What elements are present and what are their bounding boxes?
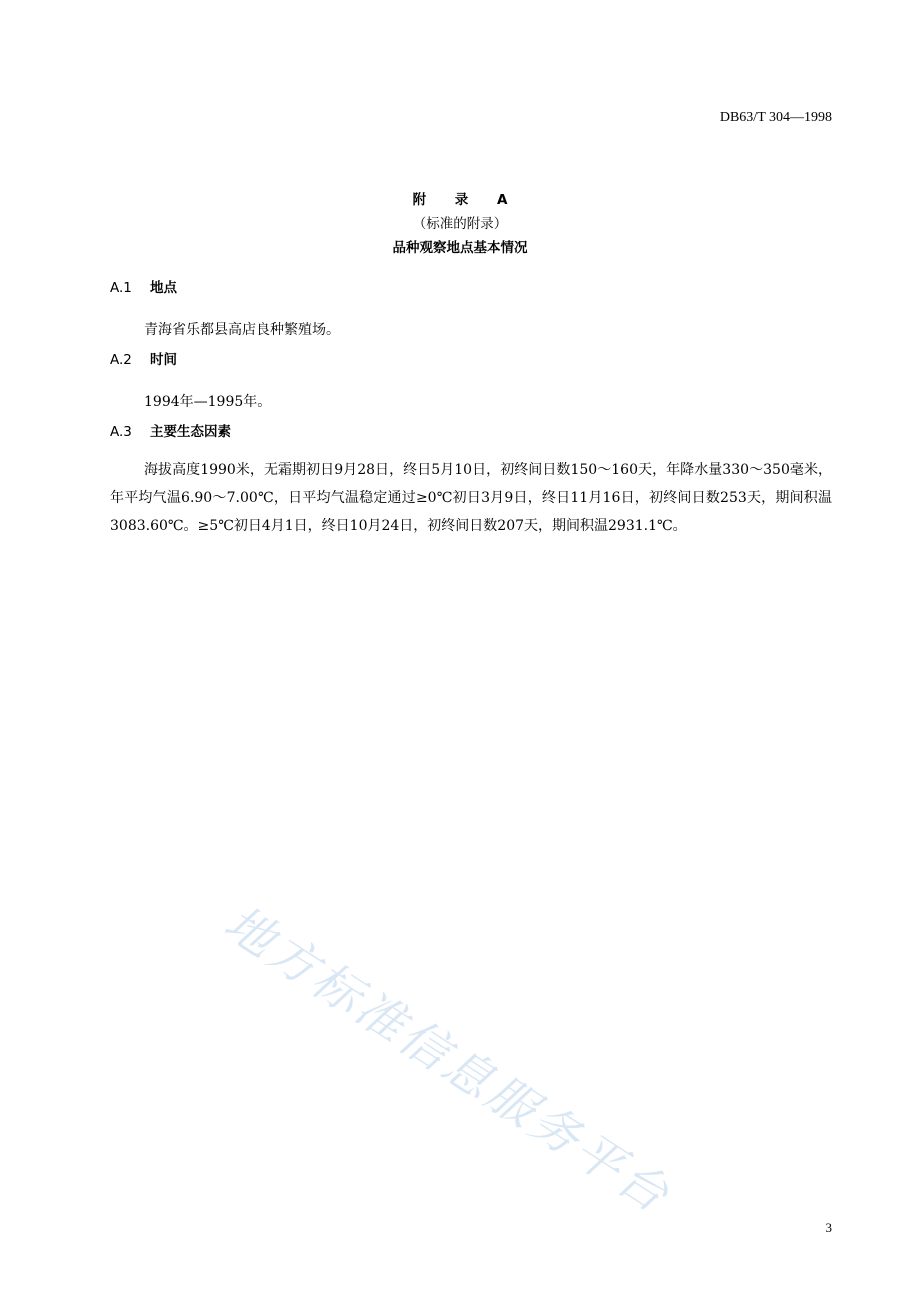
annex-title: 附 录 A: [412, 192, 520, 208]
section-body: 海拔高度1990米，无霜期初日9月28日，终日5月10日，初终间日数150～160天，年降水量330～350毫米，年平均气温6.90～7.00℃，日平均气温稳定通过≥0℃初日3月9日，终日11月16日，初终间日数253天，期间积温3083.60℃。≥5℃初日4月1日，终日10月24日，初终间日数207天，期间积温2931.1℃。: [110, 462, 832, 534]
section-title: 时间: [150, 352, 177, 368]
section-a2: [110, 349, 832, 416]
page-number: 3: [825, 1220, 832, 1235]
section-heading: [110, 421, 832, 443]
section-a1: [110, 277, 832, 344]
section-heading: [110, 277, 832, 299]
section-number: A.3: [110, 424, 132, 440]
watermark: 地方标准信息服务平台: [214, 894, 681, 1225]
section-number: A.1: [110, 280, 132, 296]
annex-header: [0, 188, 920, 260]
section-body: 1994年—1995年。: [144, 394, 272, 410]
annex-subject: 品种观察地点基本情况: [392, 240, 528, 256]
section-title: 主要生态因素: [150, 424, 231, 440]
section-title: 地点: [150, 280, 177, 296]
section-heading: [110, 349, 832, 371]
section-number: A.2: [110, 352, 132, 368]
standard-code: DB63/T 304—1998: [719, 110, 832, 125]
section-a3: [110, 421, 832, 540]
annex-type: （标准的附录）: [412, 216, 508, 232]
section-body: 青海省乐都县高店良种繁殖场。: [144, 322, 340, 338]
